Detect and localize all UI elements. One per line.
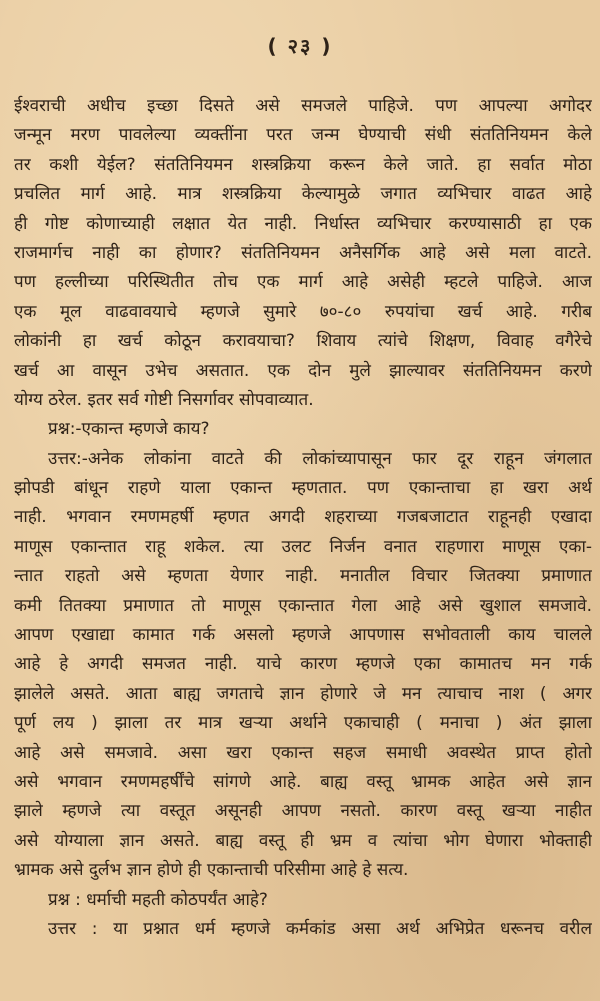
text-line: उत्तर:-अनेक लोकांना वाटते की लोकांच्यापासून फार दूर राहून जंगलात	[48, 448, 592, 469]
text-line: झोपडी बांधून राहणे याला एकान्त म्हणतात. पण एकान्ताचा हा खरा अर्थ	[14, 478, 592, 499]
text-line: असे योग्याला ज्ञान असते. बाह्य वस्तू ही भ्रम व त्यांचा भोग घेणारा भोक्ताही	[14, 830, 592, 851]
text-line: प्रश्न : धर्माची महती कोठपर्यंत आहे?	[48, 889, 268, 910]
text-line: योग्य ठरेल. इतर सर्व गोष्टी निसर्गावर सोपवाव्यात.	[14, 389, 314, 410]
text-line: असे भगवान रमणमहर्षींचे सांगणे आहे. बाह्य वस्तू भ्रामक आहेत असे ज्ञान	[14, 771, 592, 792]
text-line: उत्तर : या प्रश्नात धर्म म्हणजे कर्मकांड असा अर्थ अभिप्रेत धरूनच वरील	[48, 918, 592, 939]
text-line: झाले म्हणजे त्या वस्तूत असूनही आपण नसतो. कारण वस्तू खऱ्या नाहीत	[14, 801, 592, 822]
text-line: जन्मून मरण पावलेल्या व्यक्तींना परत जन्म घेण्याची संधी संततिनियमन केले	[14, 125, 592, 146]
text-line: तर कशी येईल? संततिनियमन शस्त्रक्रिया करून केले जाते. हा सर्वात मोठा	[14, 154, 592, 175]
text-line: लोकांनी हा खर्च कोठून करावयाचा? शिवाय त्यांचे शिक्षण, विवाह वगैरेचे	[14, 331, 592, 352]
text-line: आहे हे अगदी समजत नाही. याचे कारण म्हणजे एका कामातच मन गर्क	[14, 654, 592, 675]
text-line: ईश्वराची अधीच इच्छा दिसते असे समजले पाहिजे. पण आपल्या अगोदर	[14, 96, 592, 116]
text-line: पण हल्लीच्या परिस्थितीत तोच एक मार्ग आहे असेही म्हटले पाहिजे. आज	[14, 272, 592, 293]
page-body-text	[14, 92, 592, 944]
text-line: नाही. भगवान रमणमहर्षी म्हणत अगदी शहराच्या गजबजाटात राहूनही एखादा	[14, 507, 592, 528]
text-line: प्रचलित मार्ग आहे. मात्र शस्त्रक्रिया केल्यामुळे जगात व्यभिचार वाढत आहे	[14, 184, 592, 205]
text-line: भ्रामक असे दुर्लभ ज्ञान होणे ही एकान्ताची परिसीमा आहे हे सत्य.	[14, 860, 409, 881]
text-line: न्तात राहतो असे म्हणता येणार नाही. मनातील विचार जितक्या प्रमाणात	[14, 566, 592, 587]
text-line: खर्च आ वासून उभेच असतात. एक दोन मुले झाल्यावर संततिनियमन करणे	[14, 360, 592, 381]
text-line: आपण एखाद्या कामात गर्क असलो म्हणजे आपणास सभोवताली काय चालले	[14, 625, 592, 646]
text-line: माणूस एकान्तात राहू शकेल. त्या उलट निर्जन वनात राहणारा माणूस एका-	[14, 536, 592, 557]
text-line: कमी तितक्या प्रमाणात तो माणूस एकान्तात गेला आहे असे खुशाल समजावे.	[14, 595, 592, 616]
page-number: ( २३ )	[267, 34, 333, 58]
text-line: प्रश्न:-एकान्त म्हणजे काय?	[48, 419, 210, 440]
text-line: पूर्ण लय ) झाला तर मात्र खऱ्या अर्थाने एकाचाही ( मनाचा ) अंत झाला	[14, 713, 592, 734]
text-line: एक मूल वाढवावयाचे म्हणजे सुमारे ७०-८० रुपयांचा खर्च आहे. गरीब	[14, 301, 592, 322]
text-line: आहे असे समजावे. असा खरा एकान्त सहज समाधी अवस्थेत प्राप्त होतो	[14, 742, 592, 763]
text-line: झालेले असते. आता बाह्य जगताचे ज्ञान होणारे जे मन त्याचाच नाश ( अगर	[14, 683, 592, 704]
text-line: ही गोष्ट कोणाच्याही लक्षात येत नाही. निर्धास्त व्यभिचार करण्यासाठी हा एक	[14, 213, 592, 234]
text-line: राजमार्गच नाही का होणार? संततिनियमन अनैसर्गिक आहे असे मला वाटते.	[14, 242, 592, 263]
